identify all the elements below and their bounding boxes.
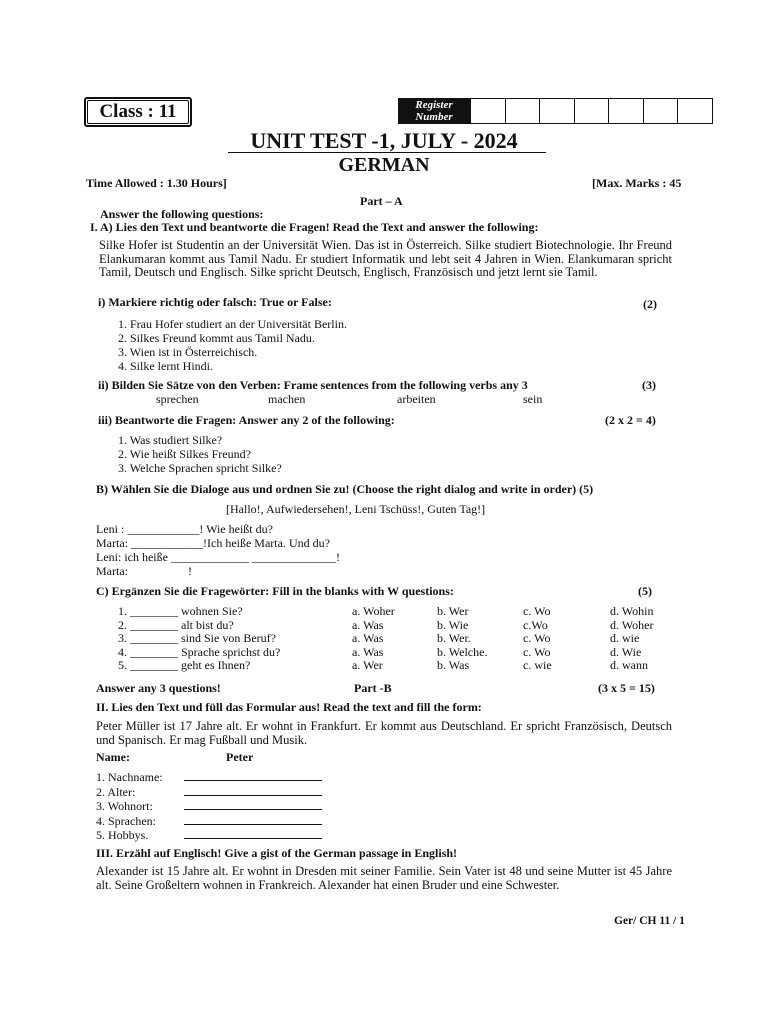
form-field-row bbox=[96, 770, 322, 785]
verb-4: sein bbox=[523, 392, 543, 406]
option-d: d. Woher bbox=[610, 617, 654, 632]
verb-2: machen bbox=[268, 392, 306, 406]
form-field-row bbox=[96, 799, 322, 814]
option-a: a. Was bbox=[352, 617, 384, 632]
w-question-table bbox=[0, 604, 768, 674]
dialog-options: [Hallo!, Aufwiedersehen!, Leni Tschüss!, Guten Tag!] bbox=[226, 502, 486, 516]
option-d: d. wann bbox=[610, 658, 648, 672]
option-c: c. wie bbox=[523, 658, 552, 672]
q-iii-list bbox=[118, 433, 282, 475]
max-marks: [Max. Marks : 45 bbox=[592, 176, 682, 190]
register-cell bbox=[574, 99, 609, 123]
form-blank-line[interactable] bbox=[184, 814, 322, 825]
question-text: 2. ________ alt bist du? bbox=[118, 617, 234, 632]
option-d: d. Wie bbox=[610, 644, 642, 659]
register-cell bbox=[539, 99, 574, 123]
page-title: UNIT TEST -1, JULY - 2024 bbox=[250, 128, 518, 153]
verb-3: arbeiten bbox=[397, 392, 436, 406]
section-ii-heading: II. Lies den Text und füll das Formular aus! Read the text and fill the form: bbox=[96, 700, 482, 714]
list-item: 1. Frau Hofer studiert an der Universität Berlin. bbox=[118, 317, 347, 331]
verb-1: sprechen bbox=[156, 392, 199, 406]
passage-silke: Silke Hofer ist Studentin an der Universität Wien. Das ist in Österreich. Silke studiert Biotechnologie. Ihr Freund Elankumaran kommt aus Tamil Nadu. Er studiert Informatik und lebt seit 4 Jahren in Wien. Elankumaran spricht Tamil, Deutsch und Englisch. Silke spricht Deutsch, Englisch, Französisch und jetzt lernt sie Tamil. bbox=[99, 238, 672, 279]
question-text: 3. ________ sind Sie von Beruf? bbox=[118, 631, 276, 645]
register-cells bbox=[470, 98, 713, 124]
name-label: Name: bbox=[96, 750, 130, 764]
list-item: 3. Welche Sprachen spricht Silke? bbox=[118, 461, 282, 475]
register-cell bbox=[643, 99, 678, 123]
section-c-heading: C) Ergänzen Sie die Fragewörter: Fill in the blanks with W questions: bbox=[96, 584, 454, 598]
section-b-heading: B) Wählen Sie die Dialoge aus und ordnen Sie zu! (Choose the right dialog and write in order) (5) bbox=[96, 482, 594, 496]
register-cell bbox=[470, 99, 505, 123]
form-field-label: 5. Hobbys. bbox=[96, 828, 149, 842]
question-text: 4. ________ Sprache sprichst du? bbox=[118, 644, 281, 659]
instruction: Answer the following questions: bbox=[100, 207, 264, 221]
option-d: d. Wohin bbox=[610, 604, 654, 618]
part-b-instruction: Answer any 3 questions! bbox=[96, 681, 221, 695]
form-blank-line[interactable] bbox=[184, 828, 322, 839]
q-ii-marks: (3) bbox=[642, 378, 656, 392]
q-i-list bbox=[118, 317, 347, 373]
option-c: c. Wo bbox=[523, 604, 551, 618]
class-box bbox=[84, 97, 192, 127]
form-field-label: 3. Wohnort: bbox=[96, 799, 153, 813]
option-b: b. Wer bbox=[437, 604, 469, 618]
dialog-line: Leni : ____________! Wie heißt du? bbox=[96, 522, 273, 536]
form-fields bbox=[96, 770, 322, 843]
page-code: Ger/ CH 11 / 1 bbox=[614, 915, 685, 927]
list-item: 1. Was studiert Silke? bbox=[118, 433, 223, 447]
form-blank-line[interactable] bbox=[184, 799, 322, 810]
option-b: b. Wer. bbox=[437, 631, 471, 645]
q-i-heading: i) Markiere richtig oder falsch: True or False: bbox=[98, 295, 332, 309]
form-blank-line[interactable] bbox=[184, 785, 322, 796]
q-iii-heading: iii) Beantworte die Fragen: Answer any 2 of the following: bbox=[98, 413, 395, 427]
dialog-line: Leni: ich heiße _____________ ______________! bbox=[96, 550, 340, 564]
option-c: c.Wo bbox=[523, 617, 548, 632]
question-text: 5. ________ geht es Ihnen? bbox=[118, 658, 251, 672]
form-field-label: 1. Nachname: bbox=[96, 770, 163, 784]
passage-alexander: Alexander ist 15 Jahre alt. Er wohnt in Dresden mit seiner Familie. Sein Vater ist 48 und seine Mutter ist 45 Jahre alt. Seine Großeltern wohnen in Frankreich. Alexander hat einen Bruder und eine Schwester. bbox=[96, 864, 672, 892]
title-underline bbox=[228, 152, 546, 153]
option-a: a. Was bbox=[352, 644, 384, 659]
list-item: 3. Wien ist in Österreichisch. bbox=[118, 345, 258, 359]
section-iii-heading: III. Erzähl auf Englisch! Give a gist of the German passage in English! bbox=[96, 846, 458, 860]
form-field-row bbox=[96, 814, 322, 829]
question-text: 1. ________ wohnen Sie? bbox=[118, 604, 243, 618]
list-item: 4. Silke lernt Hindi. bbox=[118, 359, 213, 373]
passage-peter: Peter Müller ist 17 Jahre alt. Er wohnt in Frankfurt. Er kommt aus Deutschland. Er spricht Französisch, Deutsch und Spanisch. Er mag Fußball und Musik. bbox=[96, 719, 672, 747]
section-i-a-heading: I. A) Lies den Text und beantworte die Fragen! Read the Text and answer the following: bbox=[90, 220, 539, 234]
form-field-row bbox=[96, 828, 322, 843]
part-b-label: Part -B bbox=[354, 681, 392, 695]
option-b: b. Was bbox=[437, 658, 470, 672]
register-cell bbox=[677, 99, 712, 123]
dialog-lines bbox=[96, 522, 340, 578]
register-label: Register Number bbox=[398, 98, 470, 124]
list-item: 2. Wie heißt Silkes Freund? bbox=[118, 447, 251, 461]
list-item: 2. Silkes Freund kommt aus Tamil Nadu. bbox=[118, 331, 315, 345]
form-blank-line[interactable] bbox=[184, 770, 322, 781]
option-b: b. Wie bbox=[437, 617, 469, 632]
option-d: d. wie bbox=[610, 631, 640, 645]
section-c-marks: (5) bbox=[638, 584, 652, 598]
q-iii-marks: (2 x 2 = 4) bbox=[605, 413, 656, 427]
name-value: Peter bbox=[226, 750, 254, 764]
q-i-marks: (2) bbox=[643, 297, 657, 311]
q-ii-heading: ii) Bilden Sie Sätze von den Verben: Frame sentences from the following verbs any 3 bbox=[98, 378, 528, 392]
option-a: a. Was bbox=[352, 631, 384, 645]
option-a: a. Woher bbox=[352, 604, 395, 618]
time-allowed: Time Allowed : 1.30 Hours] bbox=[86, 176, 227, 190]
dialog-line: Marta: ____________!Ich heiße Marta. Und du? bbox=[96, 536, 330, 550]
register-number-box bbox=[398, 98, 713, 124]
part-b-marks: (3 x 5 = 15) bbox=[598, 681, 655, 695]
part-a-label: Part – A bbox=[360, 194, 403, 208]
class-label: Class : 11 bbox=[87, 100, 189, 124]
dialog-line: Marta: ! bbox=[96, 564, 192, 578]
option-b: b. Welche. bbox=[437, 644, 488, 659]
register-cell bbox=[608, 99, 643, 123]
form-field-label: 4. Sprachen: bbox=[96, 813, 156, 828]
form-field-label: 2. Alter: bbox=[96, 784, 136, 799]
option-c: c. Wo bbox=[523, 644, 551, 659]
option-a: a. Wer bbox=[352, 658, 383, 672]
subject-title: GERMAN bbox=[338, 154, 430, 176]
option-c: c. Wo bbox=[523, 631, 551, 645]
form-field-row bbox=[96, 785, 322, 800]
register-cell bbox=[505, 99, 540, 123]
